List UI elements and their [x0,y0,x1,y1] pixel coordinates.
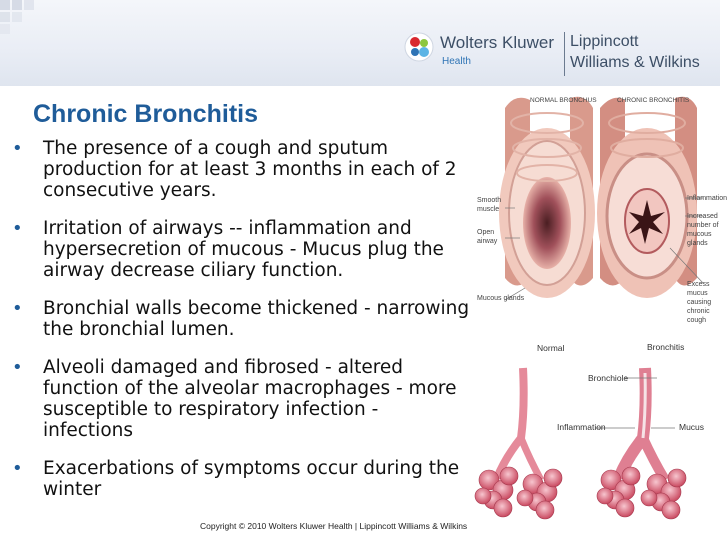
label-increased-glands: Increased number of mucous glands [687,213,719,247]
bullet-marker: • [12,458,23,479]
bullet-item [12,357,472,441]
label-mucous-glands: Mucous glands [477,295,525,302]
bullet-item [12,298,472,340]
imprint-line-1: Lippincott [570,33,639,50]
wolters-kluwer-icon [404,32,434,62]
bullet-list [12,138,472,500]
bullet-text: Exacerbations of symptoms occur during the winter [43,458,460,500]
bullet-text: The presence of a cough and sputum production for at least 3 months in each of 2 consecutive years. [43,138,457,201]
label-chronic-bronchitis: CHRONIC BRONCHITIS [617,97,690,104]
copyright-footer: Copyright © 2010 Wolters Kluwer Health | Lippincott Williams & Wilkins [200,521,468,531]
bullet-marker: • [12,298,23,319]
airway-illustration [475,88,720,528]
bullet-item [12,218,472,281]
slide-title: Chronic Bronchitis [33,100,259,128]
label-inflammation-bottom: Inflammation [557,422,606,432]
bullet-text: Irritation of airways -- inflammation and hypersecretion of mucous - Mucus plug the airway decrease ciliary function. [43,218,444,281]
bronchitis-illustration [475,88,727,528]
bullet-item [12,138,472,201]
imprint-line-2: Williams & Wilkins [570,54,700,71]
publisher-division: Health [442,56,471,67]
bullet-text: Alveoli damaged and fibrosed - altered function of the alveolar macrophages - more susceptible to respiratory infection - infections [43,357,457,441]
label-bronchiole: Bronchiole [588,373,629,383]
logo-divider [564,32,565,76]
normal-bronchus-drawing [499,97,595,298]
bullet-item [12,458,472,500]
bullet-marker: • [12,357,23,378]
bullet-marker: • [12,138,23,159]
chronic-bronchus-drawing [597,97,697,298]
label-mucus: Mucus [679,422,705,432]
label-smooth-muscle: Smooth muscle [477,197,502,213]
label-bronchitis: Bronchitis [647,342,685,352]
label-excess-mucus: Excess mucus causing chronic cough [687,281,712,324]
publisher-name: Wolters Kluwer [440,33,554,52]
normal-bronchiole-drawing [475,368,562,519]
label-open-airway: Open airway [477,229,498,245]
bullet-text: Bronchial walls become thickened - narrowing the bronchial lumen. [43,298,470,340]
label-normal-bronchus: NORMAL BRONCHUS [530,97,597,104]
bullet-marker: • [12,218,23,239]
bronchitis-bronchiole-drawing [597,368,686,519]
label-inflammation-top: Inflammation [687,195,727,202]
label-normal: Normal [537,343,565,353]
